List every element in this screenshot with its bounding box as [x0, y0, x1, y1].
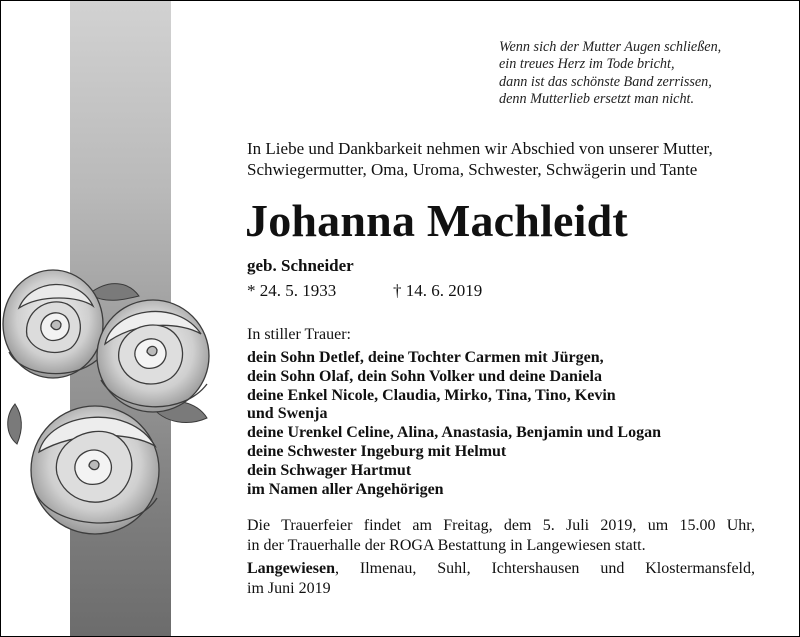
memorial-poem [499, 39, 789, 109]
poem-line: ein treues Herz im Tode bricht, [499, 56, 675, 73]
service-line: in der Trauerhalle der ROGA Bestattung in Langewiesen statt. [247, 537, 646, 554]
death-date: † 14. 6. 2019 [393, 281, 483, 300]
mourner-line: dein Sohn Olaf, dein Sohn Volker und deine Daniela [247, 367, 602, 385]
service-line: Die Trauerfeier findet am Freitag, dem 5. Juli 2019, um 15.00 Uhr, [247, 517, 755, 534]
funeral-service-info [247, 516, 755, 556]
birth-date: * 24. 5. 1933 [247, 281, 337, 300]
mourners-list [247, 349, 787, 499]
closing-places [247, 559, 755, 579]
poem-line: dann ist das schönste Band zerrissen, [499, 73, 712, 90]
deceased-name: Johanna Machleidt [245, 195, 628, 246]
mourner-line: deine Enkel Nicole, Claudia, Mirko, Tina, Tino, Kevin [247, 386, 616, 404]
rose-top-left [3, 270, 103, 378]
rose-bottom [31, 406, 159, 534]
closing-town: Langewiesen [247, 560, 335, 577]
maiden-name: geb. Schneider [247, 256, 354, 275]
closing-place-date [247, 559, 755, 599]
intro-line: In Liebe und Dankbarkeit nehmen wir Abschied von unserer Mutter, [247, 139, 713, 158]
closing-date: im Juni 2019 [247, 580, 331, 597]
poem-line: denn Mutterlieb ersetzt man nicht. [499, 91, 695, 108]
mourner-line: dein Schwager Hartmut [247, 461, 412, 479]
rose-right [97, 300, 209, 412]
mourner-line: deine Urenkel Celine, Alina, Anastasia, Benjamin und Logan [247, 424, 661, 442]
poem-line: Wenn sich der Mutter Augen schließen, [499, 39, 722, 55]
farewell-intro [247, 138, 787, 180]
mourning-label: In stiller Trauer: [247, 326, 351, 343]
mourner-line: im Namen aller Angehörigen [247, 480, 444, 498]
closing-other-places: , Ilmenau, Suhl, Ichtershausen und Klostermansfeld, [335, 560, 755, 577]
intro-line: Schwiegermutter, Oma, Uroma, Schwester, Schwägerin und Tante [247, 160, 698, 179]
mourner-line: deine Schwester Ingeburg mit Helmut [247, 442, 507, 460]
mourner-line: dein Sohn Detlef, deine Tochter Carmen mit Jürgen, [247, 349, 604, 366]
roses-illustration [1, 256, 221, 556]
mourner-line: und Swenja [247, 405, 328, 423]
